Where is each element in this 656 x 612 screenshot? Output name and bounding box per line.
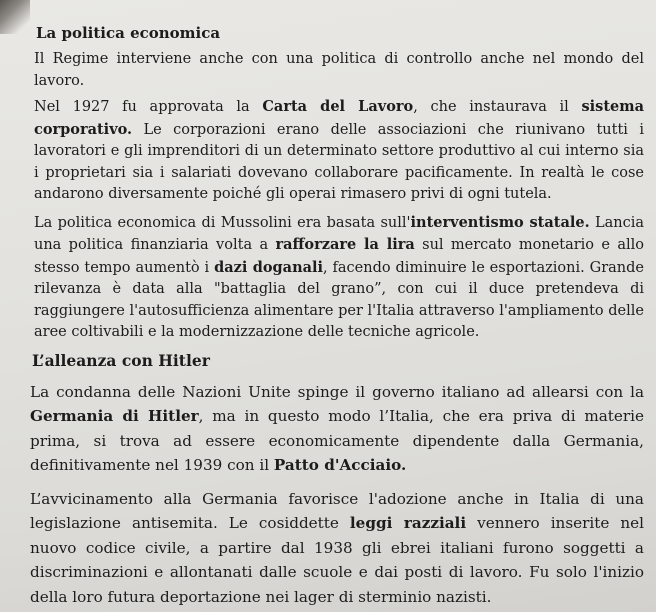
text-run: L’avvicinamento alla Germania favorisce l'adozione anche in Italia di una legislazione antisemita. Le cosiddette [30,489,644,532]
text-run: , facendo diminuire le esportazioni. Grande rilevanza è data alla "battaglia del grano”, con cui il duce pretendeva di raggiungere l'autosufficienza alimentare per l'Italia attraverso l'ampliamento delle aree coltivabili e la modernizzazione delle tecniche agricole. [34,259,644,340]
text-run: La condanna delle Nazioni Unite spinge il governo italiano ad allearsi con la [30,382,644,401]
text-run: vennero inserite nel nuovo codice civile, a partire dal 1938 gli ebrei italiani furono soggetti a discriminazioni e allontanati dalle scuole e dai posti di lavoro. Fu solo l'inizio della loro futura deportazione nei lager di sterminio nazisti. [30,514,644,606]
bold-term: rafforzare la lira [275,236,415,253]
text-run: Le corporazioni erano delle associazioni che riunivano tutti i lavoratori e gli imprenditori di un determinato settore produttivo al cui interno sia i proprietari sia i salariati dovevano collaborare pacificamente. In realtà le cose andarono diversamente poiché gli operai rimasero privi di ogni tutela. [34,121,644,202]
text-run: La politica economica di Mussolini era basata sull' [34,214,411,231]
bold-term: dazi doganali [214,258,324,276]
bold-term: sistema corporativo. [34,98,644,138]
text-run: Lancia una politica finanziaria volta a [34,214,645,253]
bold-term: Germania di Hitler [30,407,199,425]
section-title: La politica economica [36,24,221,42]
text-run: , che instaurava il [413,99,582,115]
text-run: sul mercato monetario e allo stesso tempo aumentò i [34,237,644,276]
paragraph-germania [24,380,644,478]
paragraph-interventismo [24,212,644,344]
document-page [24,22,644,612]
bold-term: Carta del Lavoro [262,98,414,115]
text-run: Nel 1927 fu approvata la [34,99,263,115]
section-politica-economica [24,22,644,344]
paragraph-leggi-razziali [24,487,644,610]
text-run: , ma in questo modo l’Italia, che era priva di materie prima, si trova ad essere economicamente dipendente dalla Germania, definitivamente nel 1939 con il [30,407,644,474]
section-title: L’alleanza con Hitler [32,350,210,370]
bold-term: Patto d'Acciaio. [273,456,407,474]
intro-paragraph: Il Regime interviene anche con una politica di controllo anche nel mondo del lavoro. [34,51,644,89]
section-alleanza-hitler [24,350,644,610]
paragraph-carta-del-lavoro [24,96,644,206]
bold-term: leggi razziali [349,514,467,532]
bold-term: interventismo statale. [410,213,590,231]
